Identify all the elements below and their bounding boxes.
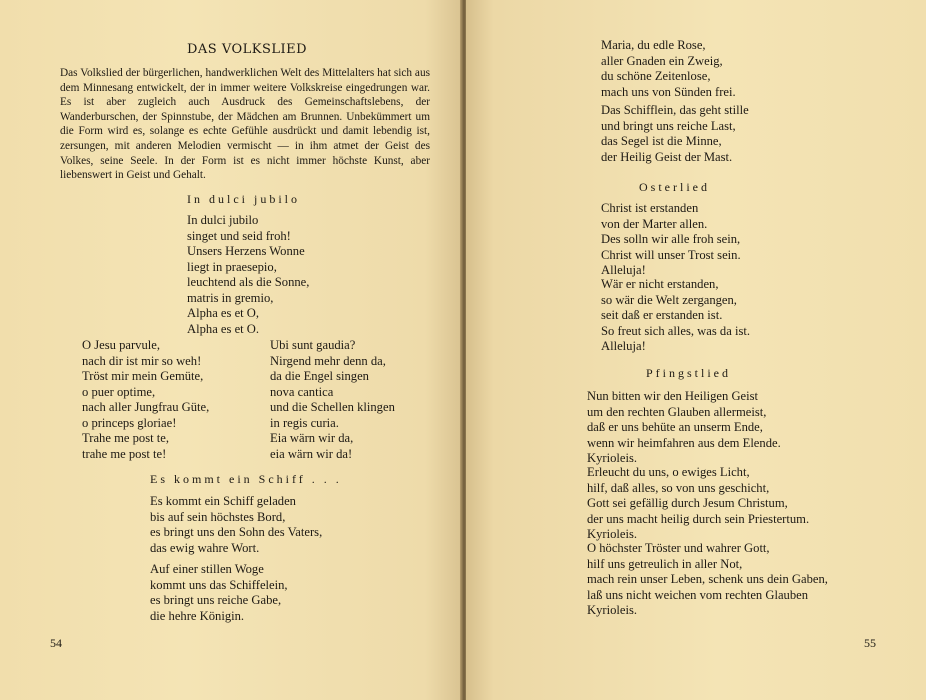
verse-line: um den rechten Glauben allermeist, — [587, 404, 767, 419]
verse-line: Christ will unser Trost sein. — [601, 247, 741, 262]
stanza-osterlied-2 — [601, 277, 750, 355]
verse-line: Unsers Herzens Wonne — [187, 244, 305, 258]
verse-line: trahe me post te! — [82, 446, 167, 461]
verse-line: Alleluja! — [601, 263, 646, 277]
stanza-pfingstlied-2 — [587, 465, 809, 543]
verse-line: nach dir ist mir so weh! — [82, 353, 202, 368]
verse-line: so wär die Welt zergangen, — [601, 292, 737, 307]
page-number: 55 — [864, 636, 876, 650]
verse-line: Maria, du edle Rose, — [601, 38, 706, 52]
verse-line: O höchster Tröster und wahrer Gott, — [587, 541, 770, 555]
verse-line: So freut sich alles, was da ist. — [601, 323, 750, 338]
verse-line: und die Schellen klingen — [270, 400, 395, 414]
verse-line: Auf einer stillen Woge — [150, 562, 264, 576]
verse-line: bis auf sein höchstes Bord, — [150, 509, 286, 524]
stanza-in-dulci-2 — [82, 338, 209, 462]
verse-line: und bringt uns reiche Last, — [601, 118, 736, 133]
verse-line: wenn wir heimfahren aus dem Elende. — [587, 435, 781, 450]
verse-line: kommt uns das Schiffelein, — [150, 577, 288, 592]
verse-line: singet und seid froh! — [187, 228, 291, 243]
verse-line: mach uns von Sünden frei. — [601, 84, 736, 99]
verse-line: von der Marter allen. — [601, 216, 708, 231]
verse-line: Nun bitten wir den Heiligen Geist — [587, 389, 759, 403]
verse-line: Kyrioleis. — [587, 603, 638, 617]
page-title: DAS VOLKSLIED — [187, 42, 308, 57]
stanza-osterlied-1 — [601, 201, 741, 279]
song-heading-pfingstlied: Pfingstlied — [646, 366, 732, 380]
verse-line: da die Engel singen — [270, 369, 369, 383]
verse-line: es bringt uns den Sohn des Vaters, — [150, 525, 323, 539]
verse-line: das Segel ist die Minne, — [601, 134, 722, 148]
verse-line: mach rein unser Leben, schenk uns dein Gaben, — [587, 572, 828, 586]
verse-line: Es kommt ein Schiff geladen — [150, 494, 296, 508]
song-heading-in-dulci-jubilo: In dulci jubilo — [187, 192, 300, 206]
verse-line: Kyrioleis. — [587, 527, 638, 541]
verse-line: eia wärn wir da! — [270, 446, 353, 461]
verse-line: es bringt uns reiche Gabe, — [150, 593, 282, 607]
verse-line: In dulci jubilo — [187, 213, 259, 227]
stanza-schiff-2 — [150, 562, 288, 624]
verse-line: das ewig wahre Wort. — [150, 540, 260, 555]
verse-line: nova cantica — [270, 384, 334, 399]
verse-line: hilf uns getreulich in aller Not, — [587, 556, 743, 571]
verse-line: Alpha es et O. — [187, 321, 260, 336]
verse-line: o puer optime, — [82, 384, 156, 399]
verse-line: Erleucht du uns, o ewiges Licht, — [587, 465, 750, 479]
song-heading-es-kommt-ein-schiff: Es kommt ein Schiff . . . — [150, 472, 342, 486]
verse-line: aller Gnaden ein Zweig, — [601, 53, 723, 68]
stanza-in-dulci-1 — [187, 213, 309, 337]
stanza-schiff-3 — [601, 38, 736, 100]
verse-line: Des solln wir alle froh sein, — [601, 232, 741, 246]
verse-line: laß uns nicht weichen vom rechten Glauben — [587, 587, 809, 602]
verse-line: in regis curia. — [270, 415, 339, 430]
page-number: 54 — [50, 636, 62, 650]
verse-line: du schöne Zeitenlose, — [601, 69, 711, 83]
verse-line: Alleluja! — [601, 339, 646, 353]
verse-line: Alpha es et O, — [187, 306, 260, 320]
verse-line: Ubi sunt gaudia? — [270, 338, 356, 352]
verse-line: seit daß er erstanden ist. — [601, 308, 723, 322]
verse-line: der Heilig Geist der Mast. — [601, 149, 733, 164]
intro-paragraph: Das Volkslied der bürgerlichen, handwerklichen Welt des Mittelalters hat sich aus dem Minnesang entwickelt, der in immer weitere Volkskreise eingedrungen war. Es ist aber zugleich auch Ausdruck des Gemeinschaftslebens, der Wanderburschen, der Spinnstube, der Mädchen am Brunnen. Unbekümmert um die Form wird es, solange es echte Gefühle ausdrückt und damit lebendig ist, zersungen, mit anderen Melodien vermischt — in ihm atmet der Geist des Volkes, seine Seele. In der Form ist es nicht immer höchste Kunst, aber liebenswert in Geist und Gehalt. — [60, 67, 430, 182]
verse-line: hilf, daß alles, so von uns geschicht, — [587, 480, 770, 495]
verse-line: Trahe me post te, — [82, 431, 169, 445]
verse-line: daß er uns behüte an unserm Ende, — [587, 420, 763, 434]
verse-line: matris in gremio, — [187, 290, 274, 305]
song-heading-osterlied: Osterlied — [639, 180, 710, 194]
stanza-pfingstlied-1 — [587, 389, 781, 467]
verse-line: nach aller Jungfrau Güte, — [82, 400, 210, 414]
stanza-in-dulci-3 — [270, 338, 395, 462]
verse-line: Kyrioleis. — [587, 451, 638, 465]
verse-line: Eia wärn wir da, — [270, 431, 354, 445]
verse-line: Gott sei gefällig durch Jesum Christum, — [587, 496, 788, 510]
verse-line: Christ ist erstanden — [601, 201, 699, 215]
stanza-schiff-4 — [601, 103, 749, 165]
verse-line: Tröst mir mein Gemüte, — [82, 369, 204, 383]
verse-line: die hehre Königin. — [150, 608, 245, 623]
verse-line: O Jesu parvule, — [82, 338, 160, 352]
left-page — [0, 0, 462, 700]
right-page — [466, 0, 926, 700]
verse-line: liegt in praesepio, — [187, 259, 277, 274]
stanza-pfingstlied-3 — [587, 541, 828, 619]
verse-line: Das Schifflein, das geht stille — [601, 103, 749, 117]
verse-line: der uns macht heilig durch sein Priestertum. — [587, 511, 810, 526]
stanza-schiff-1 — [150, 494, 322, 556]
verse-line: Wär er nicht erstanden, — [601, 277, 719, 291]
verse-line: leuchtend als die Sonne, — [187, 275, 310, 289]
verse-line: Nirgend mehr denn da, — [270, 353, 386, 368]
verse-line: o princeps gloriae! — [82, 415, 177, 430]
